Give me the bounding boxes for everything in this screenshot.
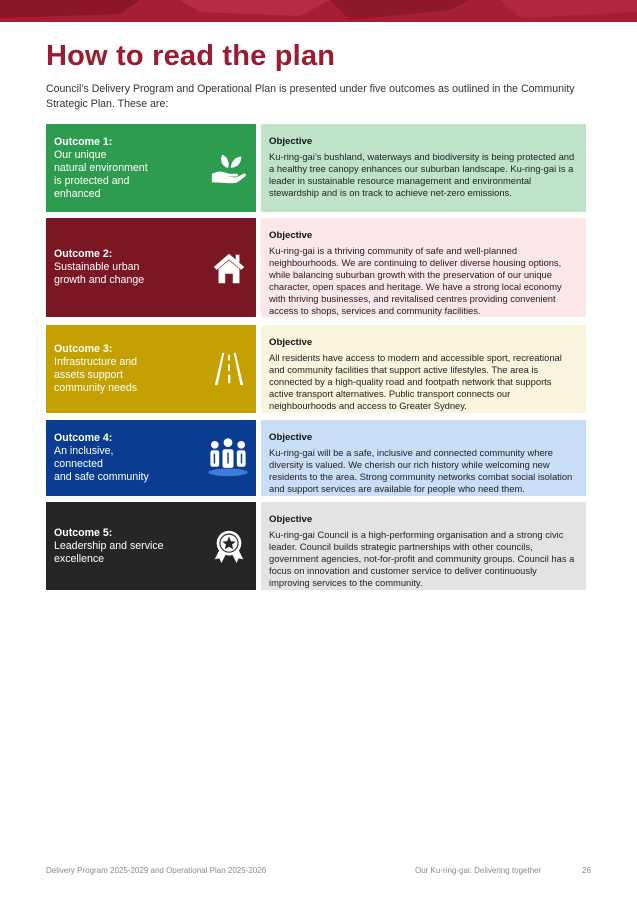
footer-document-title: Delivery Program 2025-2029 and Operational Plan 2025-2026 xyxy=(46,866,267,875)
page-title: How to read the plan xyxy=(46,40,336,72)
outcome-description: Sustainable urban growth and change xyxy=(54,261,145,286)
objective-text: Ku-ring-gai is a thriving community of safe and well-planned neighbourhoods. We are continuing to deliver diverse housing options, while balancing suburban growth with the preservation of our unique character, open spaces and heritage. We have a strong local economy with thriving businesses, and revitalised centres providing convenient access to shops, services and community facilities. xyxy=(269,245,562,316)
outcome-row-5 xyxy=(46,502,586,590)
objective-heading: Objective xyxy=(269,432,313,443)
outcome-row-1 xyxy=(46,124,586,212)
outcome-card-4 xyxy=(46,420,256,496)
objective-text: Ku-ring-gai’s bushland, waterways and biodiversity is being protected and a healthy tree canopy enhances our suburban landscape. Ku-ring-gai is a leader in sustainable resource management and environmental stewardship and is on track to achieve net-zero emissions. xyxy=(269,151,575,198)
outcome-description: Infrastructure and assets support community needs xyxy=(54,356,138,394)
objective-text: Ku-ring-gai Council is a high-performing organisation and a strong civic leader. Council builds strategic partnerships with other councils, government agencies, not-for-profit and community groups. Council has a focus on innovation and customer service to deliver continuously improving services to the community. xyxy=(269,529,575,588)
outcome-title: Outcome 3: xyxy=(54,343,113,355)
objective-panel-4 xyxy=(261,420,586,496)
outcome-card-5 xyxy=(46,502,256,590)
outcome-card-2 xyxy=(46,218,256,317)
award-ribbon-icon xyxy=(210,527,248,565)
objective-text: Ku-ring-gai will be a safe, inclusive and connected community where diversity is valued. We cherish our rich history while welcoming new residents to the area. Strong community networks combat social isolation and support services are available for people who need them. xyxy=(269,447,573,494)
footer-tagline: Our Ku-ring-gai: Delivering together xyxy=(415,866,542,875)
intro-paragraph: Council’s Delivery Program and Operational Plan is presented under five outcomes as outlined in the Community Strategic Plan. These are: xyxy=(46,83,575,110)
outcome-title: Outcome 2: xyxy=(54,248,113,260)
road-icon xyxy=(210,350,248,388)
objective-panel-5 xyxy=(261,502,586,590)
outcome-description: Leadership and service excellence xyxy=(54,539,164,565)
outcome-title: Outcome 1: xyxy=(54,135,113,148)
objective-heading: Objective xyxy=(269,337,313,348)
outcome-card-3 xyxy=(46,325,256,413)
outcome-title: Outcome 5: xyxy=(54,526,113,539)
objective-panel-1 xyxy=(261,124,586,212)
outcome-card-1 xyxy=(46,124,256,212)
outcome-row-3 xyxy=(46,325,586,413)
people-group-icon xyxy=(206,436,250,480)
house-icon xyxy=(210,249,248,287)
objective-heading: Objective xyxy=(269,514,313,525)
objective-panel-3 xyxy=(261,325,586,413)
objective-heading: Objective xyxy=(269,136,313,147)
outcome-description: Our unique natural environment is protected and enhanced xyxy=(54,148,148,200)
outcome-description: An inclusive, connected and safe community xyxy=(54,445,149,483)
hand-leaves-icon xyxy=(210,149,248,187)
objective-text: All residents have access to modern and accessible sport, recreational and community facilities that support active lifestyles. The area is connected by a high-quality road and footpath network that supports active transport alternatives. Public transport connects our neighbourhoods and access to Greater Sydney. xyxy=(269,352,562,411)
outcome-row-2 xyxy=(46,218,586,317)
footer-page-number: 26 xyxy=(582,866,591,875)
objective-panel-2 xyxy=(261,218,586,317)
outcome-row-4 xyxy=(46,420,586,496)
outcome-title: Outcome 4: xyxy=(54,432,113,444)
objective-heading: Objective xyxy=(269,230,313,241)
top-decorative-band xyxy=(0,0,637,22)
